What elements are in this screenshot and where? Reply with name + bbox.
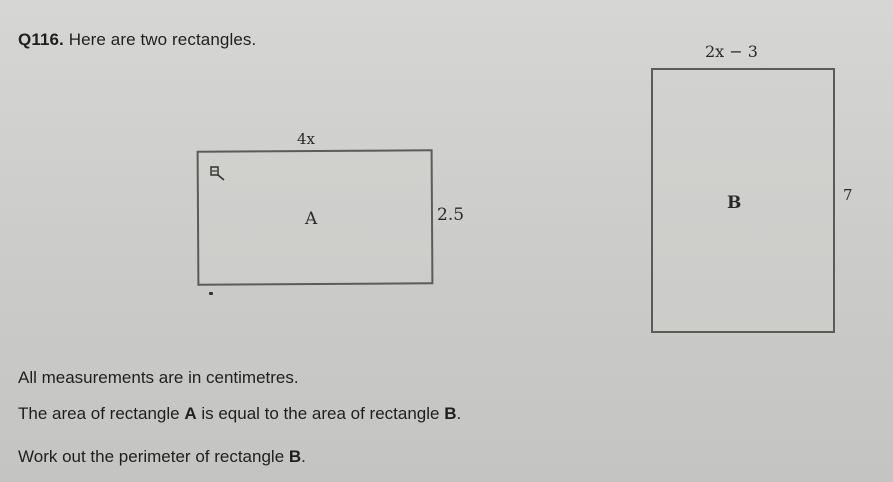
task-statement [18,447,306,467]
area-statement-b: B [444,404,457,423]
rect-a-side-label: 2.5 [437,205,465,225]
question-title-text: Here are two rectangles. [68,30,257,49]
cursor-icon [210,166,228,182]
area-statement-a: A [184,404,197,423]
task-statement-part2: . [301,447,306,466]
rect-a-top-label: 4x [297,130,316,148]
area-statement [18,404,461,424]
task-statement-part1: Work out the perimeter of rectangle [18,447,289,466]
area-statement-part1: The area of rectangle [18,404,185,423]
rect-a-name: A [305,209,318,229]
measurement-note: All measurements are in centimetres. [18,368,299,387]
question-title [18,30,256,50]
rect-b-top-label: 2x − 3 [705,42,758,61]
rect-b-name: B [727,193,742,213]
task-statement-b: B [288,447,302,466]
dot-mark [209,292,213,295]
rectangle-b [651,68,835,333]
rect-b-side-label: 7 [843,186,853,204]
area-statement-part3: . [456,404,462,423]
area-statement-part2: is equal to the area of rectangle [196,404,445,423]
question-number: Q116. [18,30,64,49]
